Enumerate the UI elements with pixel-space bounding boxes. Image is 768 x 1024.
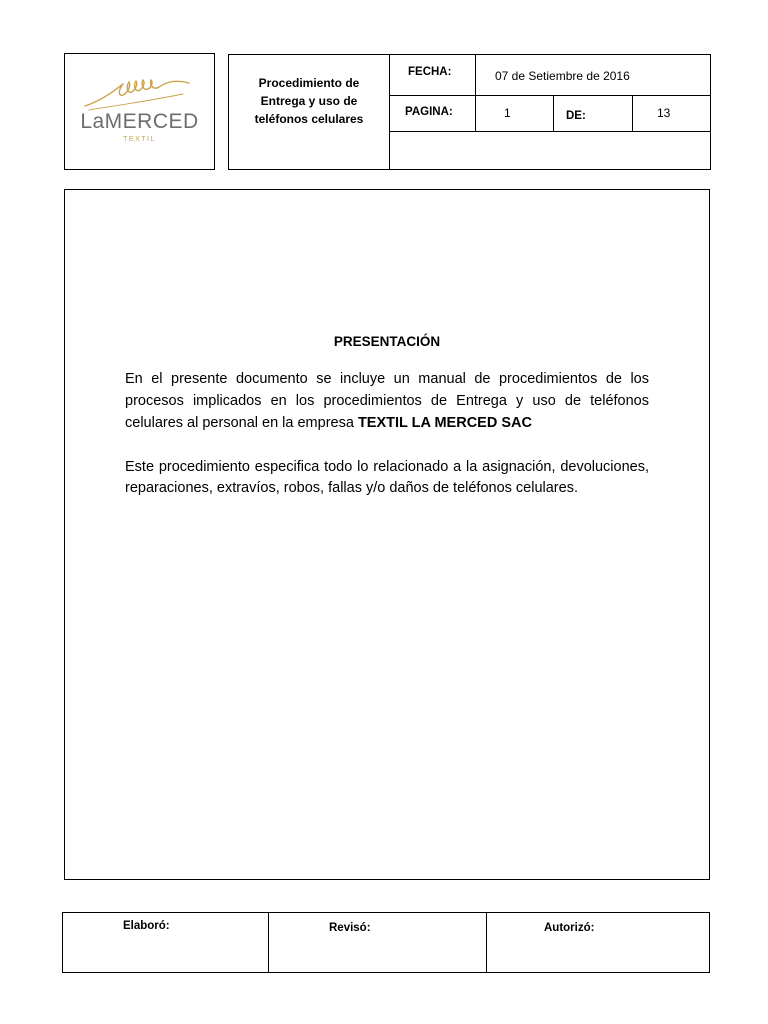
info-divider-1 [390, 95, 710, 96]
main-content-box [64, 189, 710, 880]
logo-subtitle: TEXTIL [123, 136, 156, 143]
paragraph-1-text: En el presente documento se incluye un manual de procedimientos de los procesos implicados en los procedimientos de Entrega y uso de teléfonos celulares al personal en la empresa [125, 371, 649, 431]
reviso-label: Revisó: [329, 922, 371, 934]
info-divider-2 [390, 131, 710, 132]
la-merced-swirl-icon [83, 76, 195, 114]
presentation-paragraph-2: Este procedimiento especifica todo lo relacionado a la asignación, devoluciones, reparaciones, extravíos, robos, fallas y/o daños de teléfonos celulares. [125, 459, 649, 496]
autorizo-label: Autorizó: [544, 922, 595, 934]
info-table [389, 54, 711, 170]
logo-wordmark: LaMERCED [80, 110, 199, 133]
document-title: Procedimiento de Entrega y uso de teléfonos celulares [254, 76, 364, 126]
info-col-divider-3 [632, 96, 633, 132]
signature-footer [62, 912, 710, 973]
section-heading: PRESENTACIÓN [333, 334, 441, 349]
fecha-label: FECHA: [408, 66, 452, 78]
company-name: TEXTIL LA MERCED SAC [357, 415, 532, 431]
de-value: 13 [657, 106, 671, 120]
de-label: DE: [566, 110, 586, 122]
info-col-divider-1 [475, 55, 476, 132]
pagina-label: PAGINA: [405, 106, 453, 118]
elaboro-label: Elaboró: [123, 920, 170, 932]
fecha-value: 07 de Setiembre de 2016 [495, 69, 630, 83]
document-title-box [228, 54, 390, 170]
logo-box [64, 53, 215, 170]
pagina-value: 1 [504, 106, 511, 120]
footer-divider-2 [486, 913, 487, 972]
presentation-paragraph-1 [125, 368, 649, 434]
footer-divider-1 [268, 913, 269, 972]
info-col-divider-2 [553, 96, 554, 132]
